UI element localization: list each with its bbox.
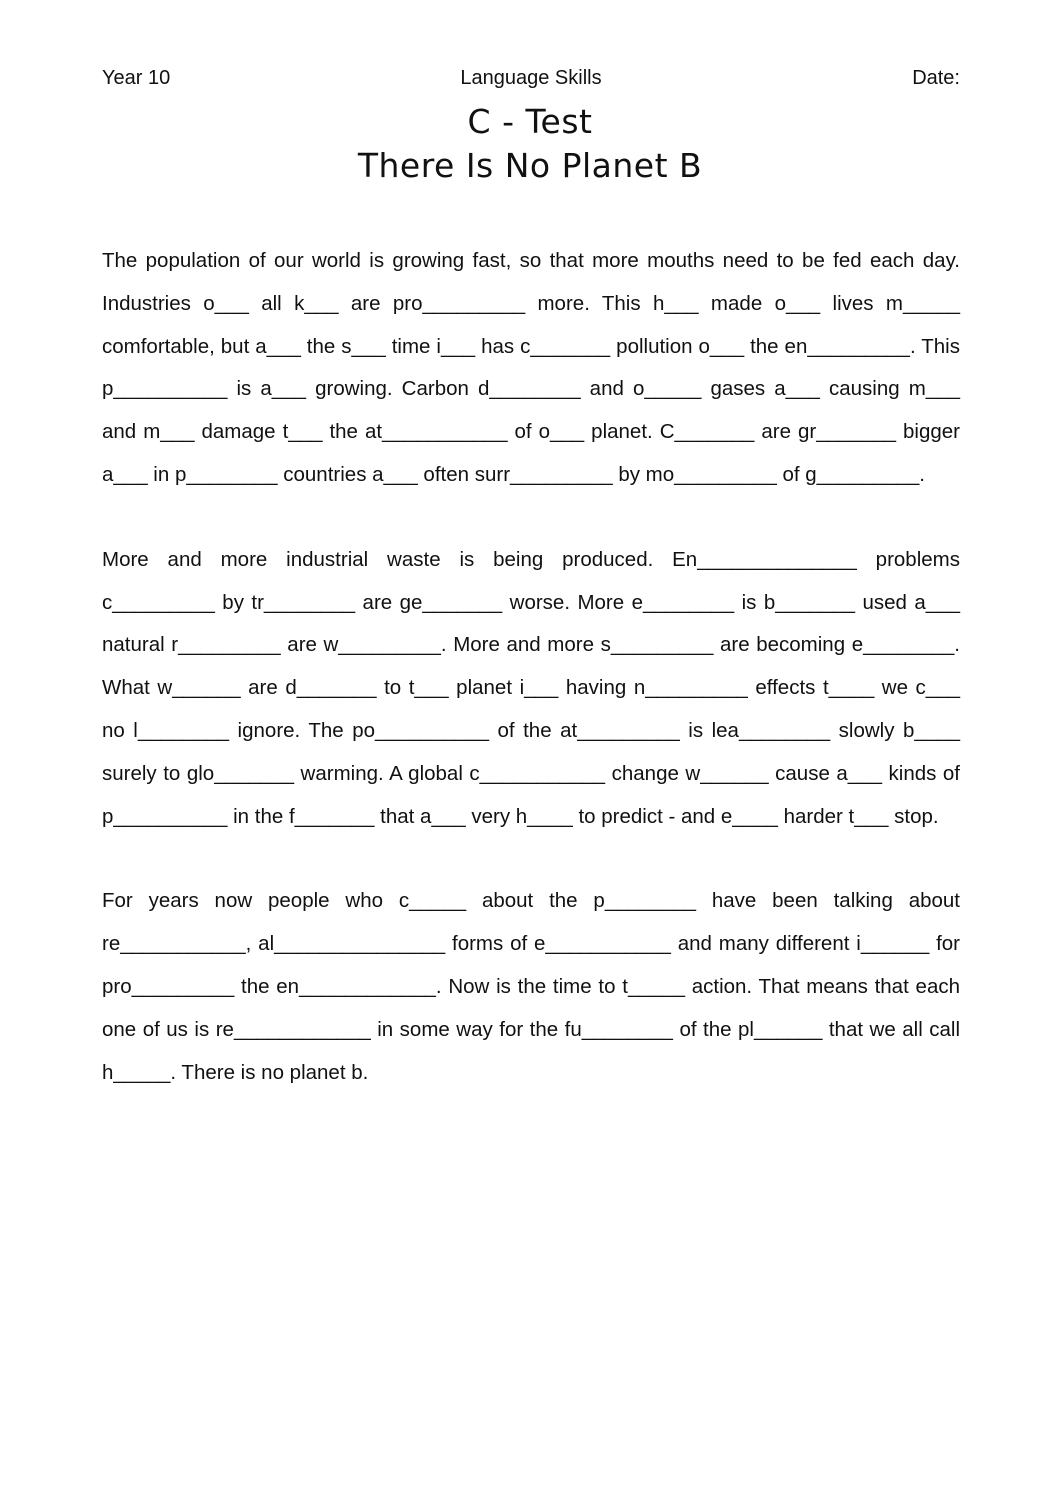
- subject-label: Language Skills: [460, 67, 602, 89]
- paragraph-industrial-waste: More and more industrial waste is being produced. En______________ problems c_________ by tr________ are ge_______ worse. More e________ is b_______ used a___ natural r_________ are w_________. More and more s_________ are becoming e________. What w______ are d_______ to t___ planet i___ having n_________ effects t____ we c___ no l________ ignore. The po__________ of the at_________ is lea________ slowly b____ surely to glo_______ warming. A global c___________ change w______ cause a___ kinds of p__________ in the f_______ that a___ very h____ to predict - and e____ harder t___ stop.: [102, 547, 960, 828]
- year-label: Year 10: [102, 67, 171, 89]
- c-test-text: [102, 240, 960, 1094]
- topic-title: There Is No Planet B: [357, 146, 703, 185]
- paragraph-responsibility: For years now people who c_____ about the p________ have been talking about re___________, al_______________ forms of e___________ and many different i______ for pro_________ the en____________. Now is the time to t_____ action. That means that each one of us is re____________ in some way for the fu________ of the pl______ that we all call h_____. There is no planet b.: [102, 889, 960, 1084]
- worksheet-title: [0, 100, 1060, 188]
- paragraph-population: The population of our world is growing fast, so that more mouths need to be fed each day. Industries o___ all k___ are pro_________ more. This h___ made o___ lives m_____ comfortable, but a___ the s___ time i___ has c_______ pollution o___ the en_________. This p__________ is a___ growing. Carbon d________ and o_____ gases a___ causing m___ and m___ damage t___ the at___________ of o___ planet. C_______ are gr_______ bigger a___ in p________ countries a___ often surr_________ by mo_________ of g_________.: [102, 249, 960, 486]
- worksheet-header: [102, 64, 960, 92]
- date-label: Date:: [912, 67, 960, 89]
- test-type-title: C - Test: [467, 102, 593, 141]
